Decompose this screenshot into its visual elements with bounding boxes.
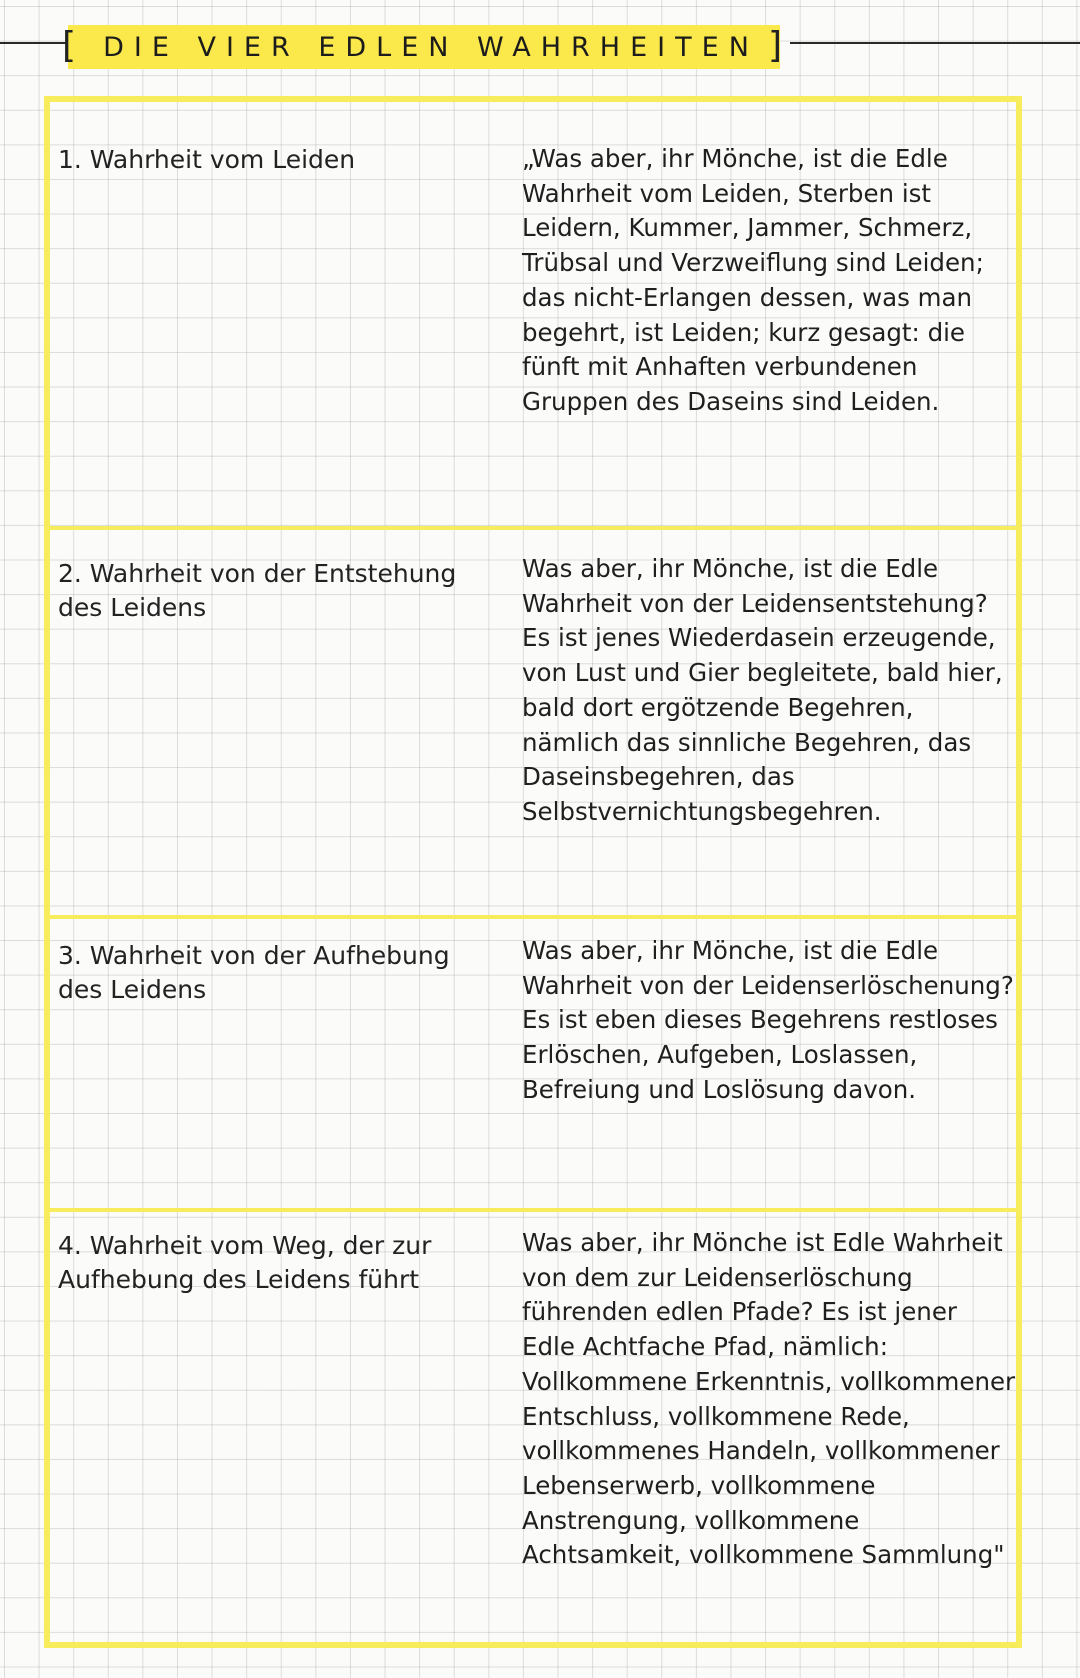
truth-label: 2. Wahrheit von der Entstehung des Leidens — [58, 559, 457, 622]
title-bracket-close: ] — [768, 25, 783, 66]
section-divider-2 — [44, 915, 1022, 919]
page-title: DIE VIER EDLEN WAHRHEITEN — [103, 31, 759, 63]
truth-label: 3. Wahrheit von der Aufhebung des Leidens — [58, 941, 450, 1004]
truth-label: 4. Wahrheit vom Weg, der zur Aufhebung des Leidens führt — [58, 1231, 432, 1294]
truth-label: 1. Wahrheit vom Leiden — [58, 145, 356, 174]
header-rule-left — [0, 42, 66, 44]
title-bracket-open: [ — [62, 25, 77, 66]
truth-quote: Was aber, ihr Mönche, ist die Edle Wahrheit von der Leidensentstehung? Es ist jenes Wiederdasein erzeugende, von Lust und Gier begleitete, bald hier, bald dort ergötzende Begehren, nämlich das sinnliche Begehren, das Daseinsbegehren, das Selbstvernichtungsbegehren. — [522, 554, 1003, 826]
section-divider-1 — [44, 526, 1022, 530]
truth-quote: Was aber, ihr Mönche ist Edle Wahrheit von dem zur Leidenserlöschung führenden edlen Pfade? Es ist jener Edle Achtfache Pfad, nämlich: Vollkommene Erkenntnis, vollkommener Entschluss, vollkommene Rede, vollkommenes Handeln, vollkommener Lebenserwerb, vollkommene Anstrengung, vollkommene Achtsamkeit, vollkommene Sammlung" — [522, 1228, 1016, 1570]
header-rule-right — [790, 42, 1080, 44]
truth-quote: Was aber, ihr Mönche, ist die Edle Wahrheit von der Leidenserlöschenung? Es ist eben dieses Begehrens restloses Erlöschen, Aufgeben, Loslassen, Befreiung und Loslösung davon. — [522, 936, 1014, 1104]
section-divider-3 — [44, 1208, 1022, 1212]
truth-quote: „Was aber, ihr Mönche, ist die Edle Wahrheit vom Leiden, Sterben ist Leidern, Kummer, Jammer, Schmerz, Trübsal und Verzweiflung sind Leiden; das nicht-Erlangen dessen, was man begehrt, ist Leiden; kurz gesagt: die fünft mit Anhaften verbundenen Gruppen des Daseins sind Leiden. — [522, 144, 984, 416]
